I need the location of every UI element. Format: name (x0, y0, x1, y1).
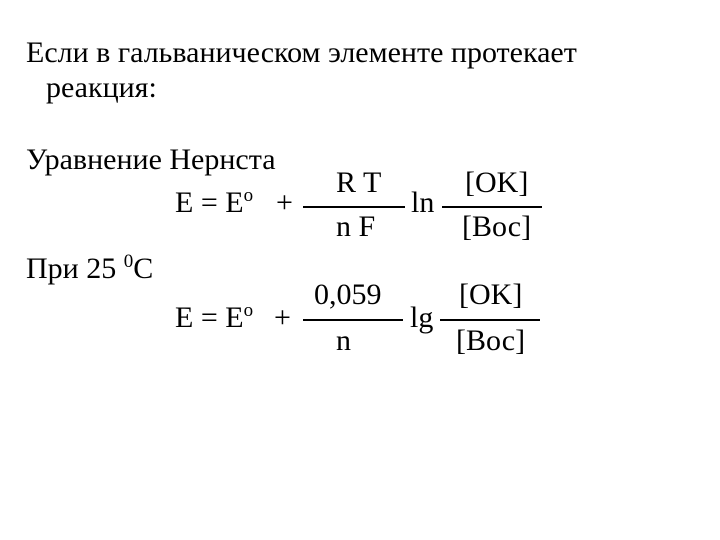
nernst-log: ln (411, 186, 435, 219)
nernst-log-fraction-bar (442, 206, 542, 208)
intro-line-2: реакция: (46, 71, 157, 104)
eq25-plus: + (274, 301, 291, 334)
eq25-lhs: $E = E^o$ (175, 300, 254, 334)
eq25-denominator: n (336, 324, 351, 357)
temperature-heading: При 25 $^0$C (26, 251, 154, 285)
eq25-oxidized: [OK] (459, 278, 523, 311)
eq25-log: lg (410, 301, 434, 334)
eq25-log-fraction-bar (440, 319, 540, 321)
nernst-degree: o (243, 185, 254, 206)
nernst-numerator: R T (336, 166, 382, 199)
temperature-degree: 0 (123, 251, 134, 272)
nernst-denominator: n F (336, 210, 376, 243)
eq25-fraction-bar (303, 319, 403, 321)
eq25-numerator: 0,059 (314, 278, 382, 311)
nernst-lhs: $E = E^o$ (175, 185, 254, 219)
nernst-plus: + (276, 186, 293, 219)
nernst-reduced: [Вос] (462, 210, 532, 243)
nernst-heading: Уравнение Нернста (26, 143, 276, 176)
eq25-degree: o (243, 300, 254, 321)
nernst-oxidized: [OK] (465, 166, 529, 199)
nernst-fraction-bar (303, 206, 405, 208)
eq25-reduced: [Вос] (456, 324, 526, 357)
intro-line-1: Если в гальваническом элементе протекает (26, 36, 577, 69)
